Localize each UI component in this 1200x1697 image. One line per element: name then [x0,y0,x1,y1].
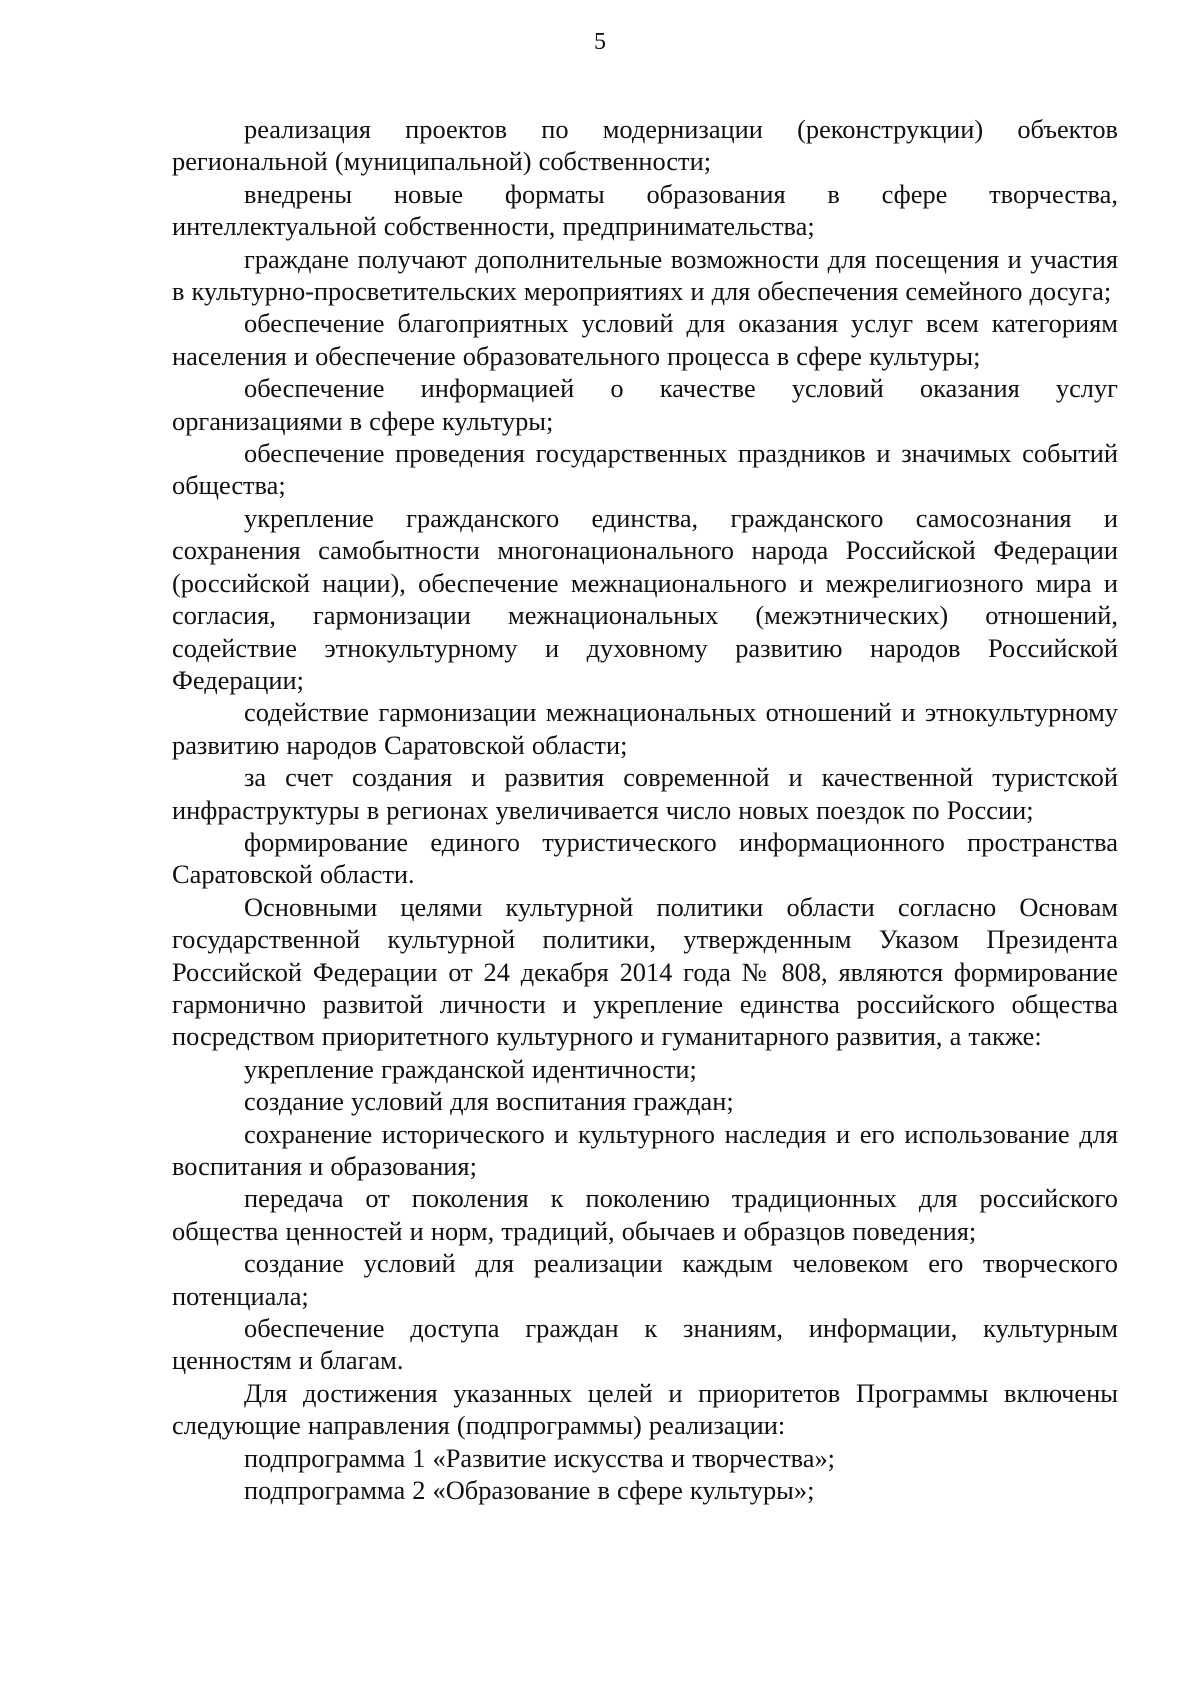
page-body [172,113,1118,1506]
paragraph: содействие гармонизации межнациональных отношений и этнокультурному развитию народов Саратовской области; [172,697,1118,760]
paragraph: обеспечение благоприятных условий для оказания услуг всем категориям населения и обеспечение образовательного процесса в сфере культуры; [172,308,1118,371]
paragraph: обеспечение информацией о качестве условий оказания услуг организациями в сфере культуры; [172,373,1118,436]
paragraph: Для достижения указанных целей и приоритетов Программы включены следующие направления (подпрограммы) реализации: [172,1377,1118,1441]
paragraph: реализация проектов по модернизации (реконструкции) объектов региональной (муниципальной) собственности; [172,114,1118,177]
paragraph: подпрограмма 2 «Образование в сфере культуры»; [244,1475,815,1506]
page-number: 5 [594,29,606,55]
paragraph: создание условий для реализации каждым человеком его творческого потенциала; [172,1248,1118,1311]
paragraph: создание условий для воспитания граждан; [244,1086,734,1117]
paragraph: внедрены новые форматы образования в сфере творчества, интеллектуальной собственности, предпринимательства; [172,178,1118,242]
paragraph: обеспечение доступа граждан к знаниям, информации, культурным ценностям и благам. [172,1313,1118,1376]
paragraph: граждане получают дополнительные возможности для посещения и участия в культурно-просветительских мероприятиях и для обеспечения семейного досуга; [172,243,1118,307]
paragraph: за счет создания и развития современной и качественной туристской инфраструктуры в регионах увеличивается число новых поездок по России; [172,762,1118,825]
paragraph: обеспечение проведения государственных праздников и значимых событий общества; [172,438,1118,501]
paragraph: Основными целями культурной политики области согласно Основам государственной культурной политики, утвержденным Указом Президента Российской Федерации от 24 декабря 2014 года № 808, являются формирование гармонично развитой личности и укрепление единства российского общества посредством приоритетного культурного и гуманитарного развития, а также: [172,891,1118,1052]
paragraph: сохранение исторического и культурного наследия и его использование для воспитания и образования; [172,1118,1118,1181]
paragraph: передача от поколения к поколению традиционных для российского общества ценностей и норм, традиций, обычаев и образцов поведения; [172,1183,1118,1246]
paragraph: укрепление гражданского единства, гражданского самосознания и сохранения самобытности многонационального народа Российской Федерации (российской нации), обеспечение межнационального и межрелигиозного мира и согласия, гармонизации межнациональных (межэтнических) отношений, содействие этнокультурному и духовному развитию народов Российской Федерации; [172,502,1118,695]
paragraph: укрепление гражданской идентичности; [244,1053,697,1084]
paragraph: формирование единого туристического информационного пространства Саратовской области. [172,826,1118,890]
paragraph: подпрограмма 1 «Развитие искусства и творчества»; [244,1442,835,1473]
